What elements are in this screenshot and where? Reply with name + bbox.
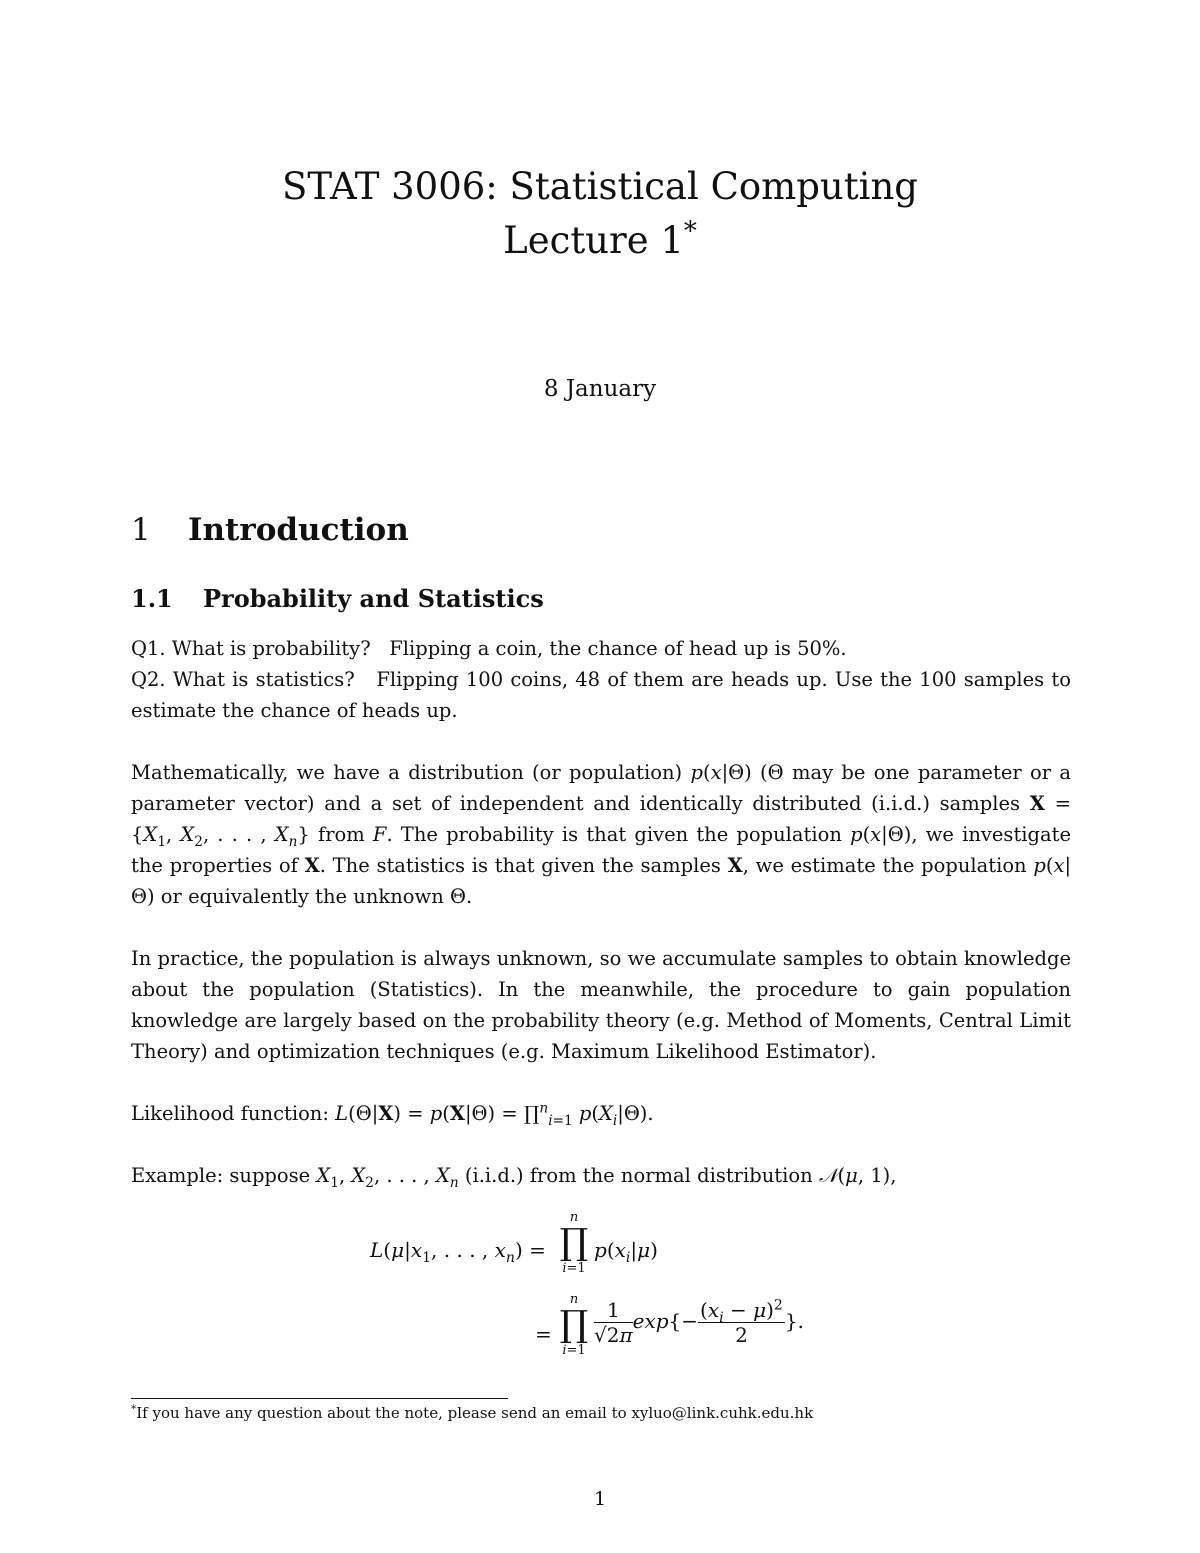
- footnote-rule: [131, 1398, 508, 1399]
- question-1: Q1. What is probability? Flipping a coin, the chance of head up is 50%.: [131, 637, 847, 660]
- lecture-date: 8 January: [543, 376, 657, 402]
- lecture-title: Lecture 1: [503, 219, 684, 262]
- paragraph-probability-statistics: Mathematically, we have a distribution (or population) p(x|Θ) (Θ may be one parameter or a parameter vector) and a set of independent and identically distributed (i.i.d.) samples $X = \{X_1$, $X_2$, . . . , $X_n$} from F. The probability is that given the population p(x|Θ), we investigate the properties of X. The statistics is that given the samples X, we estimate the population p(x|Θ) or equivalently the unknown Θ.: [131, 761, 1072, 908]
- footnote-marker: *: [131, 1403, 137, 1415]
- question-2: Q2. What is statistics? Flipping 100 coins, 48 of them are heads up. Use the 100 samples to estimate the chance of heads up.: [131, 668, 1071, 722]
- section-number: 1: [131, 512, 151, 548]
- course-title: STAT 3006: Statistical Computing: [282, 165, 918, 208]
- body-text: [131, 633, 1071, 1191]
- document-title: [0, 160, 1200, 268]
- footnote-text: If you have any question about the note, please send an email to xyluo@link.cuhk.edu.hk: [136, 1404, 814, 1422]
- page-number: 1: [593, 1488, 607, 1510]
- subsection-heading: [131, 584, 544, 613]
- subsection-title: Probability and Statistics: [203, 584, 544, 613]
- likelihood-equation: $L(\mu|x_1$, . . . , $x_n$) = n ∏ i=1 $p(x_i|\mu)$ = n ∏ i=1 $\frac{1}{√2\pi}$ exp{− $\frac{(x_i - \mu)^2}{2}$ }.: [370, 1210, 804, 1358]
- section-title: Introduction: [188, 512, 409, 548]
- subsection-number: 1.1: [131, 584, 173, 613]
- example-statement: Example: suppose $X_1$, $X_2$, . . . , $X_n$ (i.i.d.) from the normal distribution 𝒩(μ, 1),: [131, 1164, 897, 1191]
- lecture-footnote-marker: *: [683, 216, 697, 247]
- footnote: [131, 1404, 813, 1422]
- likelihood-definition: Likelihood function: L(Θ|X) = p(X|Θ) = ∏$^n_{i=1}$ $p(X_i|\Theta)$.: [131, 1100, 654, 1129]
- paragraph-practice: In practice, the population is always unknown, so we accumulate samples to obtain knowledge about the population (Statistics). In the meanwhile, the procedure to gain population knowledge are largely based on the probability theory (e.g. Method of Moments, Central Limit Theory) and optimization techniques (e.g. Maximum Likelihood Estimator).: [131, 947, 1071, 1063]
